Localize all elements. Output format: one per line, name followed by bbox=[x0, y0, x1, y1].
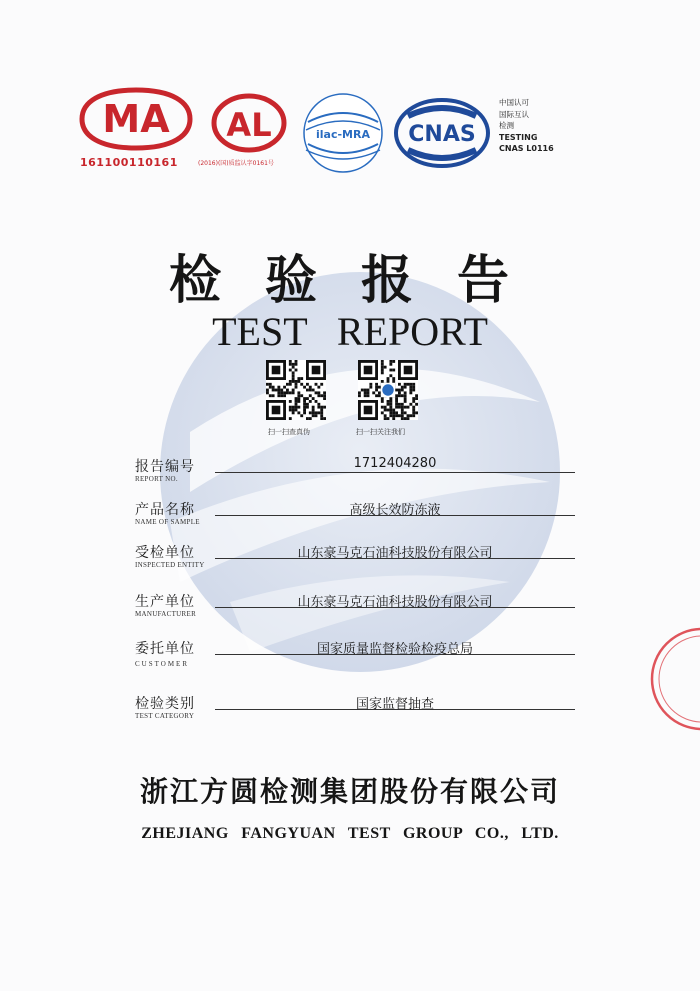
field-sublabel: TEST CATEGORY bbox=[135, 712, 195, 720]
title-chinese: 检验报告 bbox=[168, 251, 553, 311]
field-customer bbox=[135, 638, 575, 684]
official-seal-icon bbox=[640, 624, 700, 734]
qr-caption-follow: 扫一扫关注我们 bbox=[356, 428, 405, 436]
field-label: 委托单位 bbox=[135, 641, 195, 657]
cnas-line-3: 检测 bbox=[499, 121, 514, 130]
field-sublabel: INSPECTED ENTITY bbox=[135, 561, 205, 569]
qr-caption-verify: 扫一扫查真伪 bbox=[268, 428, 310, 436]
field-label: 受检单位 bbox=[135, 545, 195, 561]
field-sublabel: NAME OF SAMPLE bbox=[135, 518, 200, 526]
field-value: 国家质量监督检验检疫总局 bbox=[316, 642, 473, 657]
cnas-logo-text: CNAS bbox=[408, 122, 476, 147]
cal-logo-text: AL bbox=[226, 106, 272, 144]
company-name-english: ZHEJIANG FANGYUAN TEST GROUP CO., LTD. bbox=[141, 825, 559, 842]
field-label: 产品名称 bbox=[135, 502, 195, 518]
cnas-line-1: 中国认可 bbox=[499, 98, 529, 107]
cnas-accreditation-text bbox=[499, 97, 554, 155]
ilac-mra-logo-icon bbox=[302, 92, 384, 174]
field-sample-name bbox=[135, 499, 575, 545]
field-test-category bbox=[135, 693, 575, 739]
cal-number: (2016)(国)质监认字0161号 bbox=[198, 160, 274, 167]
field-inspected-entity bbox=[135, 542, 575, 588]
field-label: 生产单位 bbox=[135, 594, 195, 610]
cnas-line-4: TESTING bbox=[499, 132, 538, 142]
field-label: 报告编号 bbox=[135, 459, 195, 475]
qr-code-verify-icon[interactable] bbox=[266, 360, 326, 420]
company-name-chinese: 浙江方圆检测集团股份有限公司 bbox=[139, 775, 560, 808]
ilac-logo-text: ilac-MRA bbox=[316, 128, 370, 141]
cnas-line-2: 国际互认 bbox=[499, 109, 529, 119]
field-report-no bbox=[135, 456, 575, 502]
qr-code-follow-icon[interactable] bbox=[358, 360, 418, 420]
cnas-logo-icon bbox=[394, 98, 490, 168]
field-sublabel: CUSTOMER bbox=[135, 660, 189, 668]
field-underline bbox=[215, 472, 575, 473]
field-value: 山东豪马克石油科技股份有限公司 bbox=[297, 546, 493, 561]
field-value: 国家监督抽查 bbox=[355, 697, 434, 712]
field-label: 检验类别 bbox=[135, 696, 195, 712]
field-manufacturer bbox=[135, 591, 575, 637]
cal-logo-icon bbox=[210, 92, 288, 154]
field-value: 高级长效防冻液 bbox=[349, 503, 441, 518]
cma-logo-icon bbox=[78, 86, 194, 152]
field-value: 山东豪马克石油科技股份有限公司 bbox=[297, 595, 493, 610]
field-sublabel: MANUFACTURER bbox=[135, 610, 197, 618]
cma-logo-text: MA bbox=[102, 97, 170, 141]
field-sublabel: REPORT NO. bbox=[135, 475, 178, 483]
title-english: TEST REPORT bbox=[212, 309, 488, 354]
field-value: 1712404280 bbox=[353, 456, 437, 471]
cma-number: 161100110161 bbox=[80, 156, 178, 169]
cnas-line-5: CNAS L0116 bbox=[499, 144, 554, 153]
